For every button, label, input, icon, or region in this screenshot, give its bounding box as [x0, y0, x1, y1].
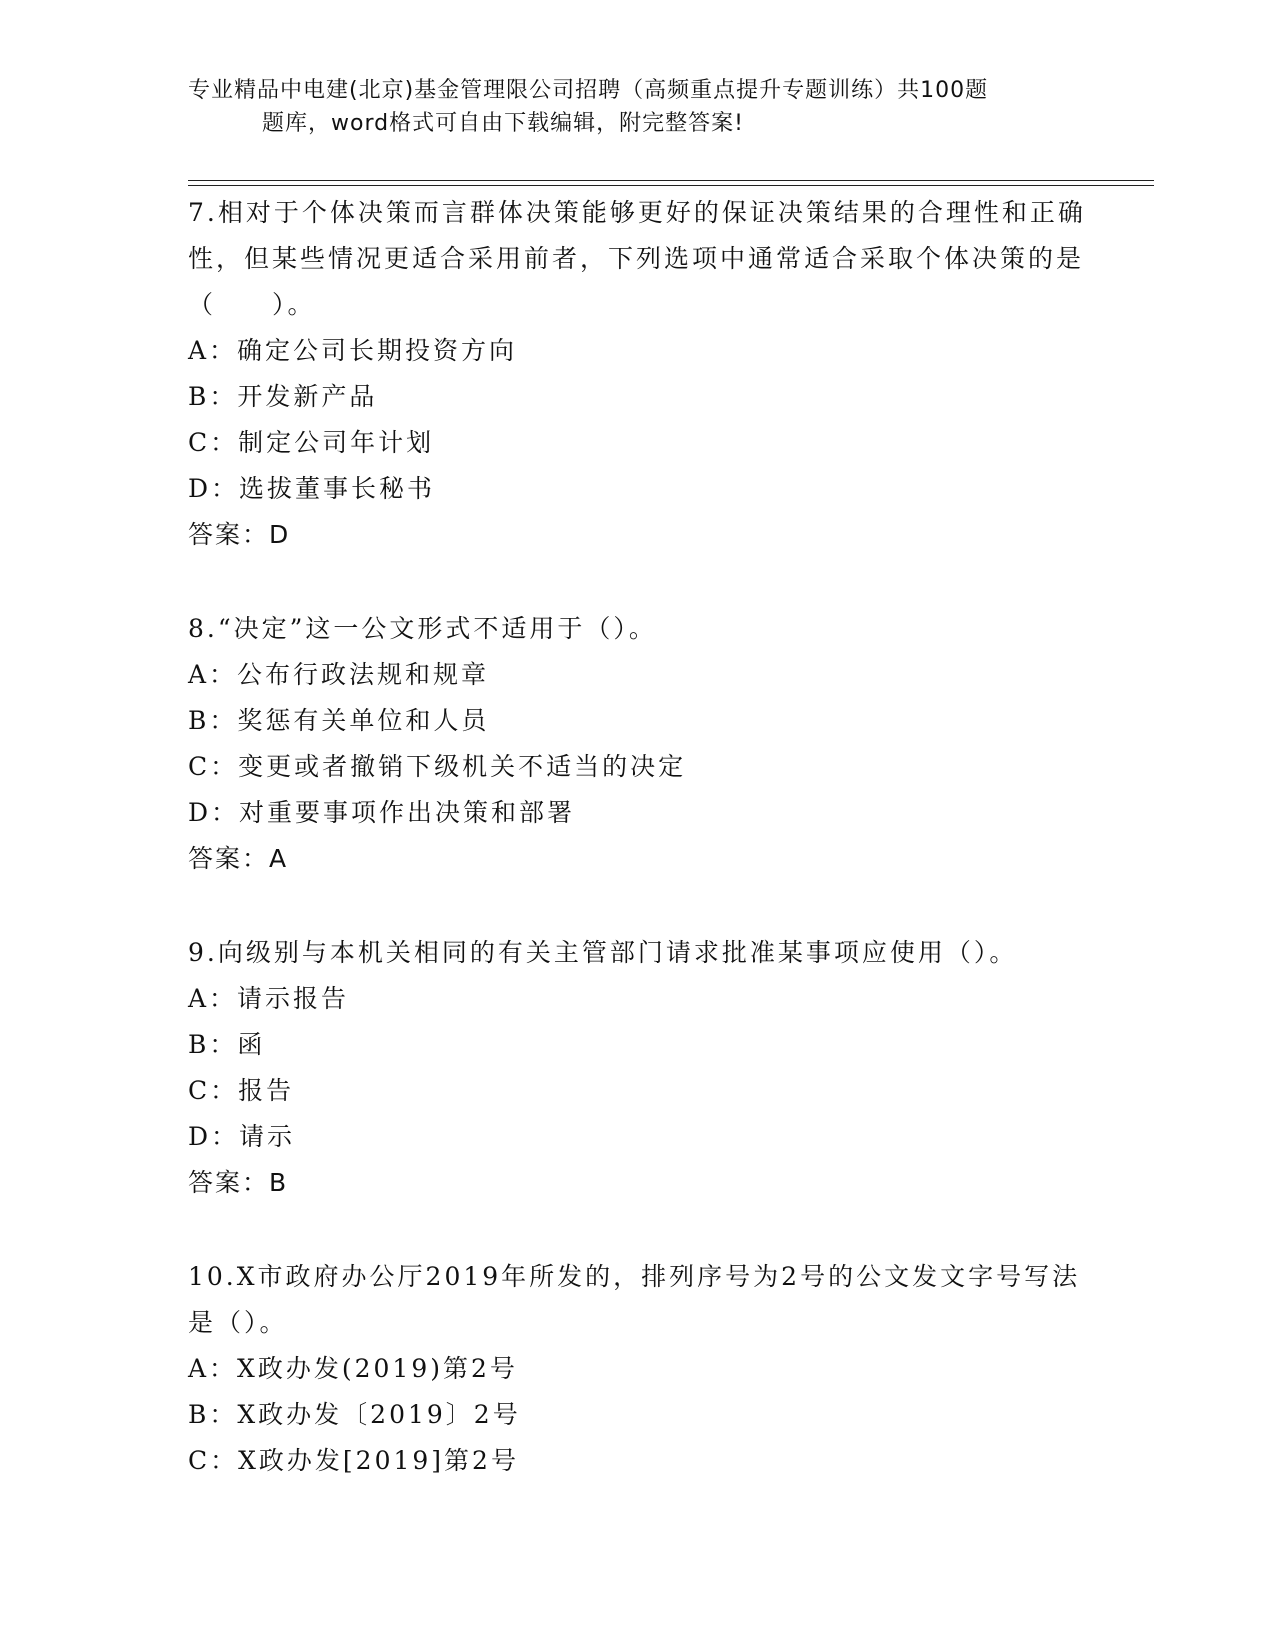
- option-c: C：变更或者撤销下级机关不适当的决定: [188, 752, 687, 781]
- option-b: B：奖惩有关单位和人员: [188, 706, 490, 735]
- question-9: [188, 930, 1088, 1206]
- document-title-line2: 题库，word格式可自由下载编辑，附完整答案!: [262, 111, 744, 136]
- document-title-line1: 专业精品中电建(北京)基金管理限公司招聘（高频重点提升专题训练）共100题: [188, 78, 989, 103]
- option-d: D：对重要事项作出决策和部署: [188, 798, 576, 827]
- answer-line: 答案：B: [188, 1168, 289, 1197]
- option-a: A：请示报告: [188, 984, 350, 1013]
- answer-line: 答案：D: [188, 520, 291, 549]
- question-stem: 9.向级别与本机关相同的有关主管部门请求批准某事项应使用（）。: [188, 938, 1018, 967]
- question-10: [188, 1254, 1088, 1484]
- option-b: B：函: [188, 1030, 266, 1059]
- header-divider-bottom: [188, 185, 1154, 186]
- option-b: B：开发新产品: [188, 382, 378, 411]
- option-a: A：确定公司长期投资方向: [188, 336, 518, 365]
- option-c: C：报告: [188, 1076, 295, 1105]
- question-stem: 10.X市政府办公厅2019年所发的，排列序号为2号的公文发文字号写法是（）。: [188, 1262, 1081, 1337]
- option-b: B：X政办发〔2019〕2号: [188, 1400, 521, 1429]
- option-d: D：请示: [188, 1122, 296, 1151]
- option-c: C：制定公司年计划: [188, 428, 435, 457]
- question-stem: 7.相对于个体决策而言群体决策能够更好的保证决策结果的合理性和正确性，但某些情况更适合采用前者，下列选项中通常适合采取个体决策的是（ ）。: [188, 198, 1086, 319]
- document-header: [188, 74, 1088, 140]
- question-list: [188, 190, 1088, 1532]
- question-stem: 8.“决定”这一公文形式不适用于（）。: [188, 614, 657, 643]
- option-c: C：X政办发[2019]第2号: [188, 1446, 519, 1475]
- answer-line: 答案：A: [188, 844, 289, 873]
- question-7: [188, 190, 1088, 558]
- question-8: [188, 606, 1088, 882]
- header-divider-top: [188, 180, 1154, 181]
- option-d: D：选拔董事长秘书: [188, 474, 436, 503]
- option-a: A：X政办发(2019)第2号: [188, 1354, 518, 1383]
- option-a: A：公布行政法规和规章: [188, 660, 490, 689]
